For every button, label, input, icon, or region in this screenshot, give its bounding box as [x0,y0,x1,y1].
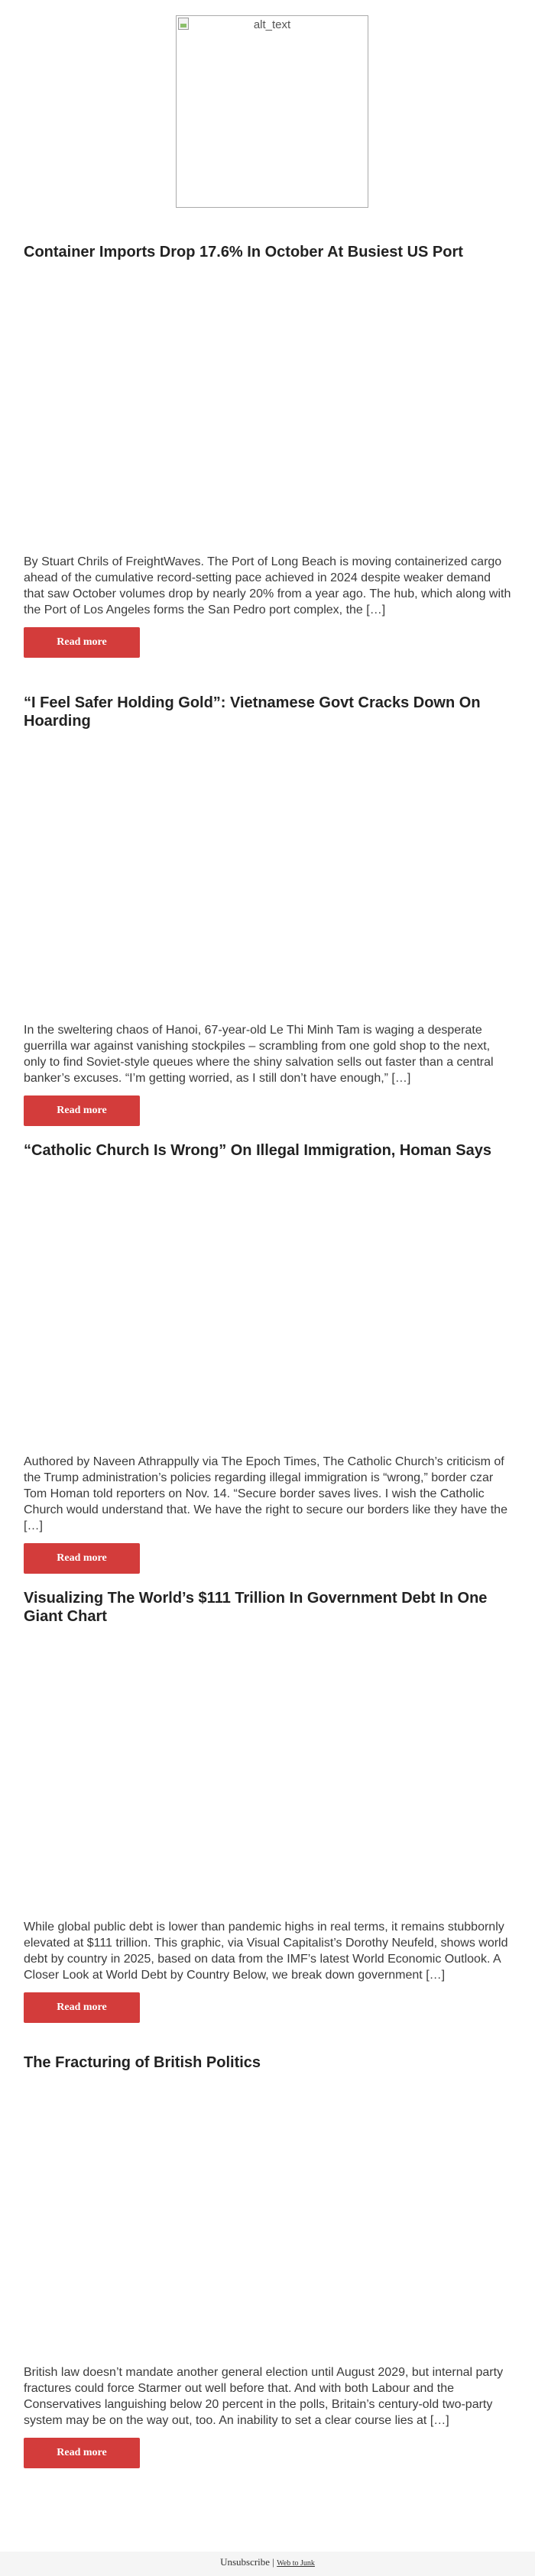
article [24,694,511,1126]
article-image[interactable] [24,1626,511,1919]
article-excerpt: In the sweltering chaos of Hanoi, 67-year-old Le Thi Minh Tam is waging a desperate guerrilla war against vanishing stockpiles – scrambling from one gold shop to the next, only to find Soviet-style queues where the shiny salvation sells out faster than a central banker’s excuses. “I’m getting worried, as I still don’t have enough,” […] [24,1024,494,1085]
read-more-button[interactable]: Read more [24,1543,140,1574]
article [24,1141,511,1574]
article-title[interactable]: Visualizing The World’s $111 Trillion In Government Debt In One Giant Chart [24,1590,488,1625]
logo-alt-text: alt_text [253,18,291,31]
article-excerpt: While global public debt is lower than pandemic highs in real terms, it remains stubbornly elevated at $111 trillion. This graphic, via Visual Capitalist’s Dorothy Neufeld, shows world debt by country in 2025, based on data from the IMF’s latest World Economic Outlook. A Closer Look at World Debt by Country Below, we break down government […] [24,1921,508,1982]
article-image[interactable] [24,2072,511,2364]
read-more-button[interactable]: Read more [24,1992,140,2023]
article-excerpt: Authored by Naveen Athrappully via The Epoch Times, The Catholic Church’s criticism of the Trump administration’s policies regarding illegal immigration is “wrong,” border czar Tom Homan told reporters on Nov. 14. “Secure border saves lives. I wish the Catholic Church would understand that. We have the right to secure our borders like they have the […] [24,1455,507,1532]
article-image[interactable] [24,261,511,554]
article-title[interactable]: Container Imports Drop 17.6% In October At Busiest US Port [24,244,463,261]
read-more-button[interactable]: Read more [24,627,140,658]
unsubscribe-text[interactable]: Unsubscribe [220,2556,271,2568]
article-title[interactable]: “I Feel Safer Holding Gold”: Vietnamese Govt Cracks Down On Hoarding [24,694,481,730]
article-title[interactable]: The Fracturing of British Politics [24,2054,261,2071]
header [0,0,535,206]
article-image[interactable] [24,730,511,1022]
article-title[interactable]: “Catholic Church Is Wrong” On Illegal Immigration, Homan Says [24,1142,491,1159]
read-more-button[interactable]: Read more [24,1095,140,1126]
article [24,2053,511,2468]
footer-separator: | [270,2556,277,2568]
footer [0,2552,535,2576]
read-more-button[interactable]: Read more [24,2438,140,2468]
web-to-junk-link[interactable]: Web to Junk [277,2559,315,2568]
article-excerpt: British law doesn’t mandate another general election until August 2029, but internal party fractures could force Starmer out well before that. And with both Labour and the Conservatives languishing below 20 percent in the polls, Britain’s century-old two-party system may be on the way out, too. An inability to set a clear course lies at […] [24,2366,504,2427]
logo-image[interactable] [176,15,368,208]
article [24,243,511,658]
article [24,1589,511,2023]
article-excerpt: By Stuart Chrils of FreightWaves. The Port of Long Beach is moving containerized cargo ahead of the cumulative record-setting pace achieved in 2024 despite weaker demand that saw October volumes drop by nearly 20% from a year ago. The hub, which along with the Port of Los Angeles forms the San Pedro port complex, the […] [24,555,511,616]
article-image[interactable] [24,1160,511,1454]
